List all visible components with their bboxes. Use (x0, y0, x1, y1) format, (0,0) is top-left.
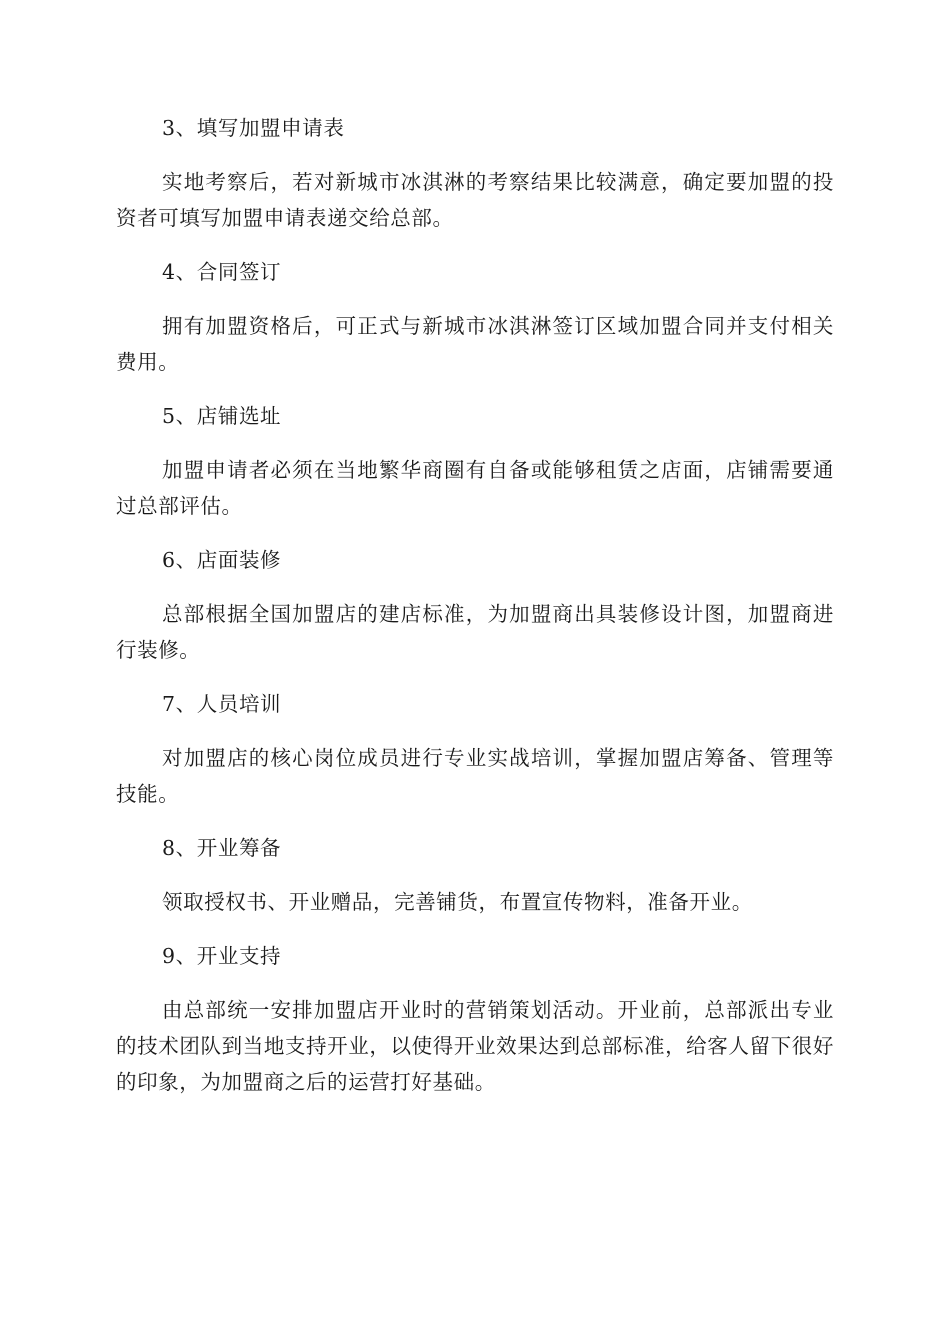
section-body-9: 由总部统一安排加盟店开业时的营销策划活动。开业前，总部派出专业的技术团队到当地支持开业，以使得开业效果达到总部标准，给客人留下很好的印象，为加盟商之后的运营打好基础。 (116, 998, 834, 1094)
document-body (116, 110, 834, 1100)
section-heading-5: 5、店铺选址 (162, 404, 282, 428)
section-body-5: 加盟申请者必须在当地繁华商圈有自备或能够租赁之店面，店铺需要通过总部评估。 (116, 458, 834, 518)
section-heading-7: 7、人员培训 (162, 692, 282, 716)
section-body-3: 实地考察后，若对新城市冰淇淋的考察结果比较满意，确定要加盟的投资者可填写加盟申请表递交给总部。 (116, 170, 834, 230)
section-heading-4: 4、合同签订 (162, 260, 282, 284)
section-heading-3: 3、填写加盟申请表 (162, 116, 345, 140)
section-body-6: 总部根据全国加盟店的建店标准，为加盟商出具装修设计图，加盟商进行装修。 (116, 602, 834, 662)
section-heading-6: 6、店面装修 (162, 548, 282, 572)
section-body-7: 对加盟店的核心岗位成员进行专业实战培训，掌握加盟店筹备、管理等技能。 (116, 746, 834, 806)
section-heading-8: 8、开业筹备 (162, 836, 282, 860)
section-body-8: 领取授权书、开业赠品，完善铺货，布置宣传物料，准备开业。 (162, 890, 753, 914)
section-heading-9: 9、开业支持 (162, 944, 282, 968)
section-body-4: 拥有加盟资格后，可正式与新城市冰淇淋签订区域加盟合同并支付相关费用。 (116, 314, 834, 374)
